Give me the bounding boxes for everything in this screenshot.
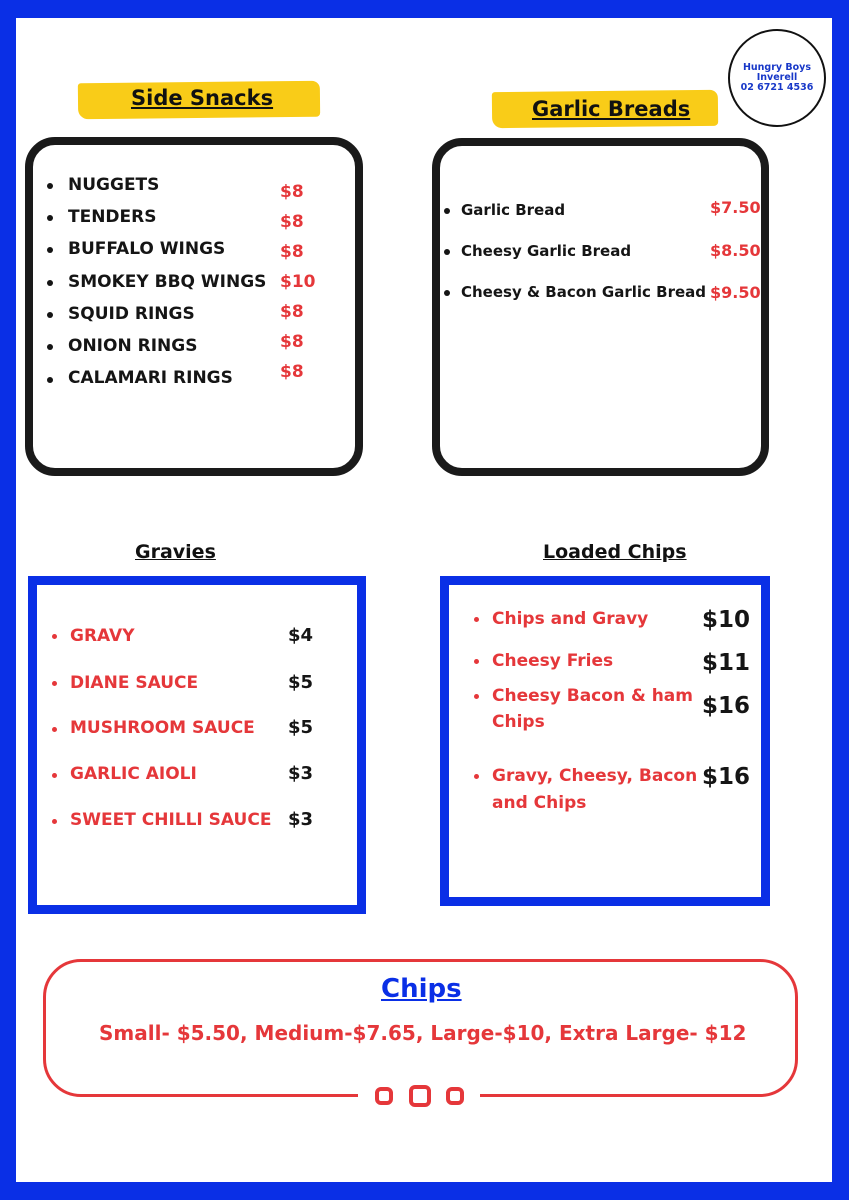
menu-item-price: $8 bbox=[280, 332, 304, 352]
menu-item-price: $8 bbox=[280, 302, 304, 322]
menu-item-name: Cheesy Garlic Bread bbox=[461, 242, 632, 260]
menu-item-price: $8 bbox=[280, 242, 304, 262]
menu-item-name-continued: and Chips bbox=[492, 793, 587, 813]
menu-item-name: CALAMARI RINGS bbox=[68, 368, 233, 388]
loaded-chips-heading: Loaded Chips bbox=[543, 541, 687, 563]
menu-item-name: Cheesy & Bacon Garlic Bread bbox=[461, 283, 707, 301]
menu-item-name-continued: Chips bbox=[492, 712, 545, 732]
logo-town: Inverell bbox=[756, 72, 798, 83]
menu-item-name: BUFFALO WINGS bbox=[68, 239, 226, 259]
ring-icon bbox=[446, 1087, 464, 1105]
bullet-icon bbox=[444, 208, 450, 214]
menu-item-price: $10 bbox=[702, 607, 751, 633]
menu-item-name: SQUID RINGS bbox=[68, 304, 195, 324]
restaurant-logo bbox=[728, 29, 826, 127]
bullet-icon bbox=[47, 247, 53, 253]
menu-item-price: $5 bbox=[288, 672, 314, 693]
side-snacks-heading: Side Snacks bbox=[131, 86, 274, 110]
ring-icon bbox=[375, 1087, 393, 1105]
menu-item-price: $11 bbox=[702, 650, 751, 676]
ring-icon bbox=[409, 1085, 431, 1107]
menu-item-price: $4 bbox=[288, 625, 314, 646]
logo-phone: 02 6721 4536 bbox=[740, 82, 814, 93]
menu-item-name: Gravy, Cheesy, Bacon bbox=[492, 766, 698, 786]
menu-item-price: $9.50 bbox=[710, 283, 761, 302]
logo-name: Hungry Boys bbox=[742, 62, 812, 73]
bullet-icon bbox=[474, 694, 479, 699]
bullet-icon bbox=[47, 377, 53, 383]
menu-item-name: GARLIC AIOLI bbox=[70, 764, 197, 784]
menu-item-price: $16 bbox=[702, 693, 751, 719]
menu-item-name: DIANE SAUCE bbox=[70, 673, 199, 693]
chips-sizes: Small- $5.50, Medium-$7.65, Large-$10, Extra Large- $12 bbox=[99, 1021, 747, 1045]
menu-item-price: $5 bbox=[288, 717, 314, 738]
bullet-icon bbox=[52, 773, 57, 778]
menu-item-name: SWEET CHILLI SAUCE bbox=[70, 810, 272, 830]
menu-item-name: Cheesy Bacon & ham bbox=[492, 686, 693, 706]
bullet-icon bbox=[52, 634, 57, 639]
bullet-icon bbox=[47, 344, 53, 350]
menu-item-price: $16 bbox=[702, 764, 751, 790]
bullet-icon bbox=[444, 290, 450, 296]
menu-item-price: $10 bbox=[280, 272, 316, 292]
menu-item-name: Garlic Bread bbox=[461, 201, 566, 219]
menu-item-price: $8 bbox=[280, 182, 304, 202]
bullet-icon bbox=[52, 727, 57, 732]
bullet-icon bbox=[474, 617, 479, 622]
garlic-breads-box bbox=[432, 138, 769, 476]
menu-item-name: ONION RINGS bbox=[68, 336, 198, 356]
gravies-heading: Gravies bbox=[135, 541, 216, 563]
garlic-breads-heading: Garlic Breads bbox=[532, 97, 691, 121]
menu-item-price: $3 bbox=[288, 809, 314, 830]
bullet-icon bbox=[47, 312, 53, 318]
menu-item-name: MUSHROOM SAUCE bbox=[70, 718, 255, 738]
bullet-icon bbox=[444, 249, 450, 255]
bullet-icon bbox=[47, 215, 53, 221]
menu-item-name: SMOKEY BBQ WINGS bbox=[68, 272, 267, 292]
menu-item-price: $3 bbox=[288, 763, 314, 784]
menu-item-name: NUGGETS bbox=[68, 175, 160, 195]
menu-item-name: Cheesy Fries bbox=[492, 651, 614, 671]
menu-item-price: $8 bbox=[280, 362, 304, 382]
bullet-icon bbox=[474, 659, 479, 664]
bullet-icon bbox=[52, 819, 57, 824]
menu-item-price: $8.50 bbox=[710, 241, 761, 260]
menu-item-name: TENDERS bbox=[68, 207, 157, 227]
menu-item-name: Chips and Gravy bbox=[492, 609, 649, 629]
bullet-icon bbox=[474, 774, 479, 779]
bullet-icon bbox=[52, 681, 57, 686]
bullet-icon bbox=[47, 280, 53, 286]
chips-heading: Chips bbox=[381, 974, 462, 1004]
menu-item-price: $7.50 bbox=[710, 198, 761, 217]
menu-item-name: GRAVY bbox=[70, 626, 135, 646]
bullet-icon bbox=[47, 183, 53, 189]
menu-item-price: $8 bbox=[280, 212, 304, 232]
